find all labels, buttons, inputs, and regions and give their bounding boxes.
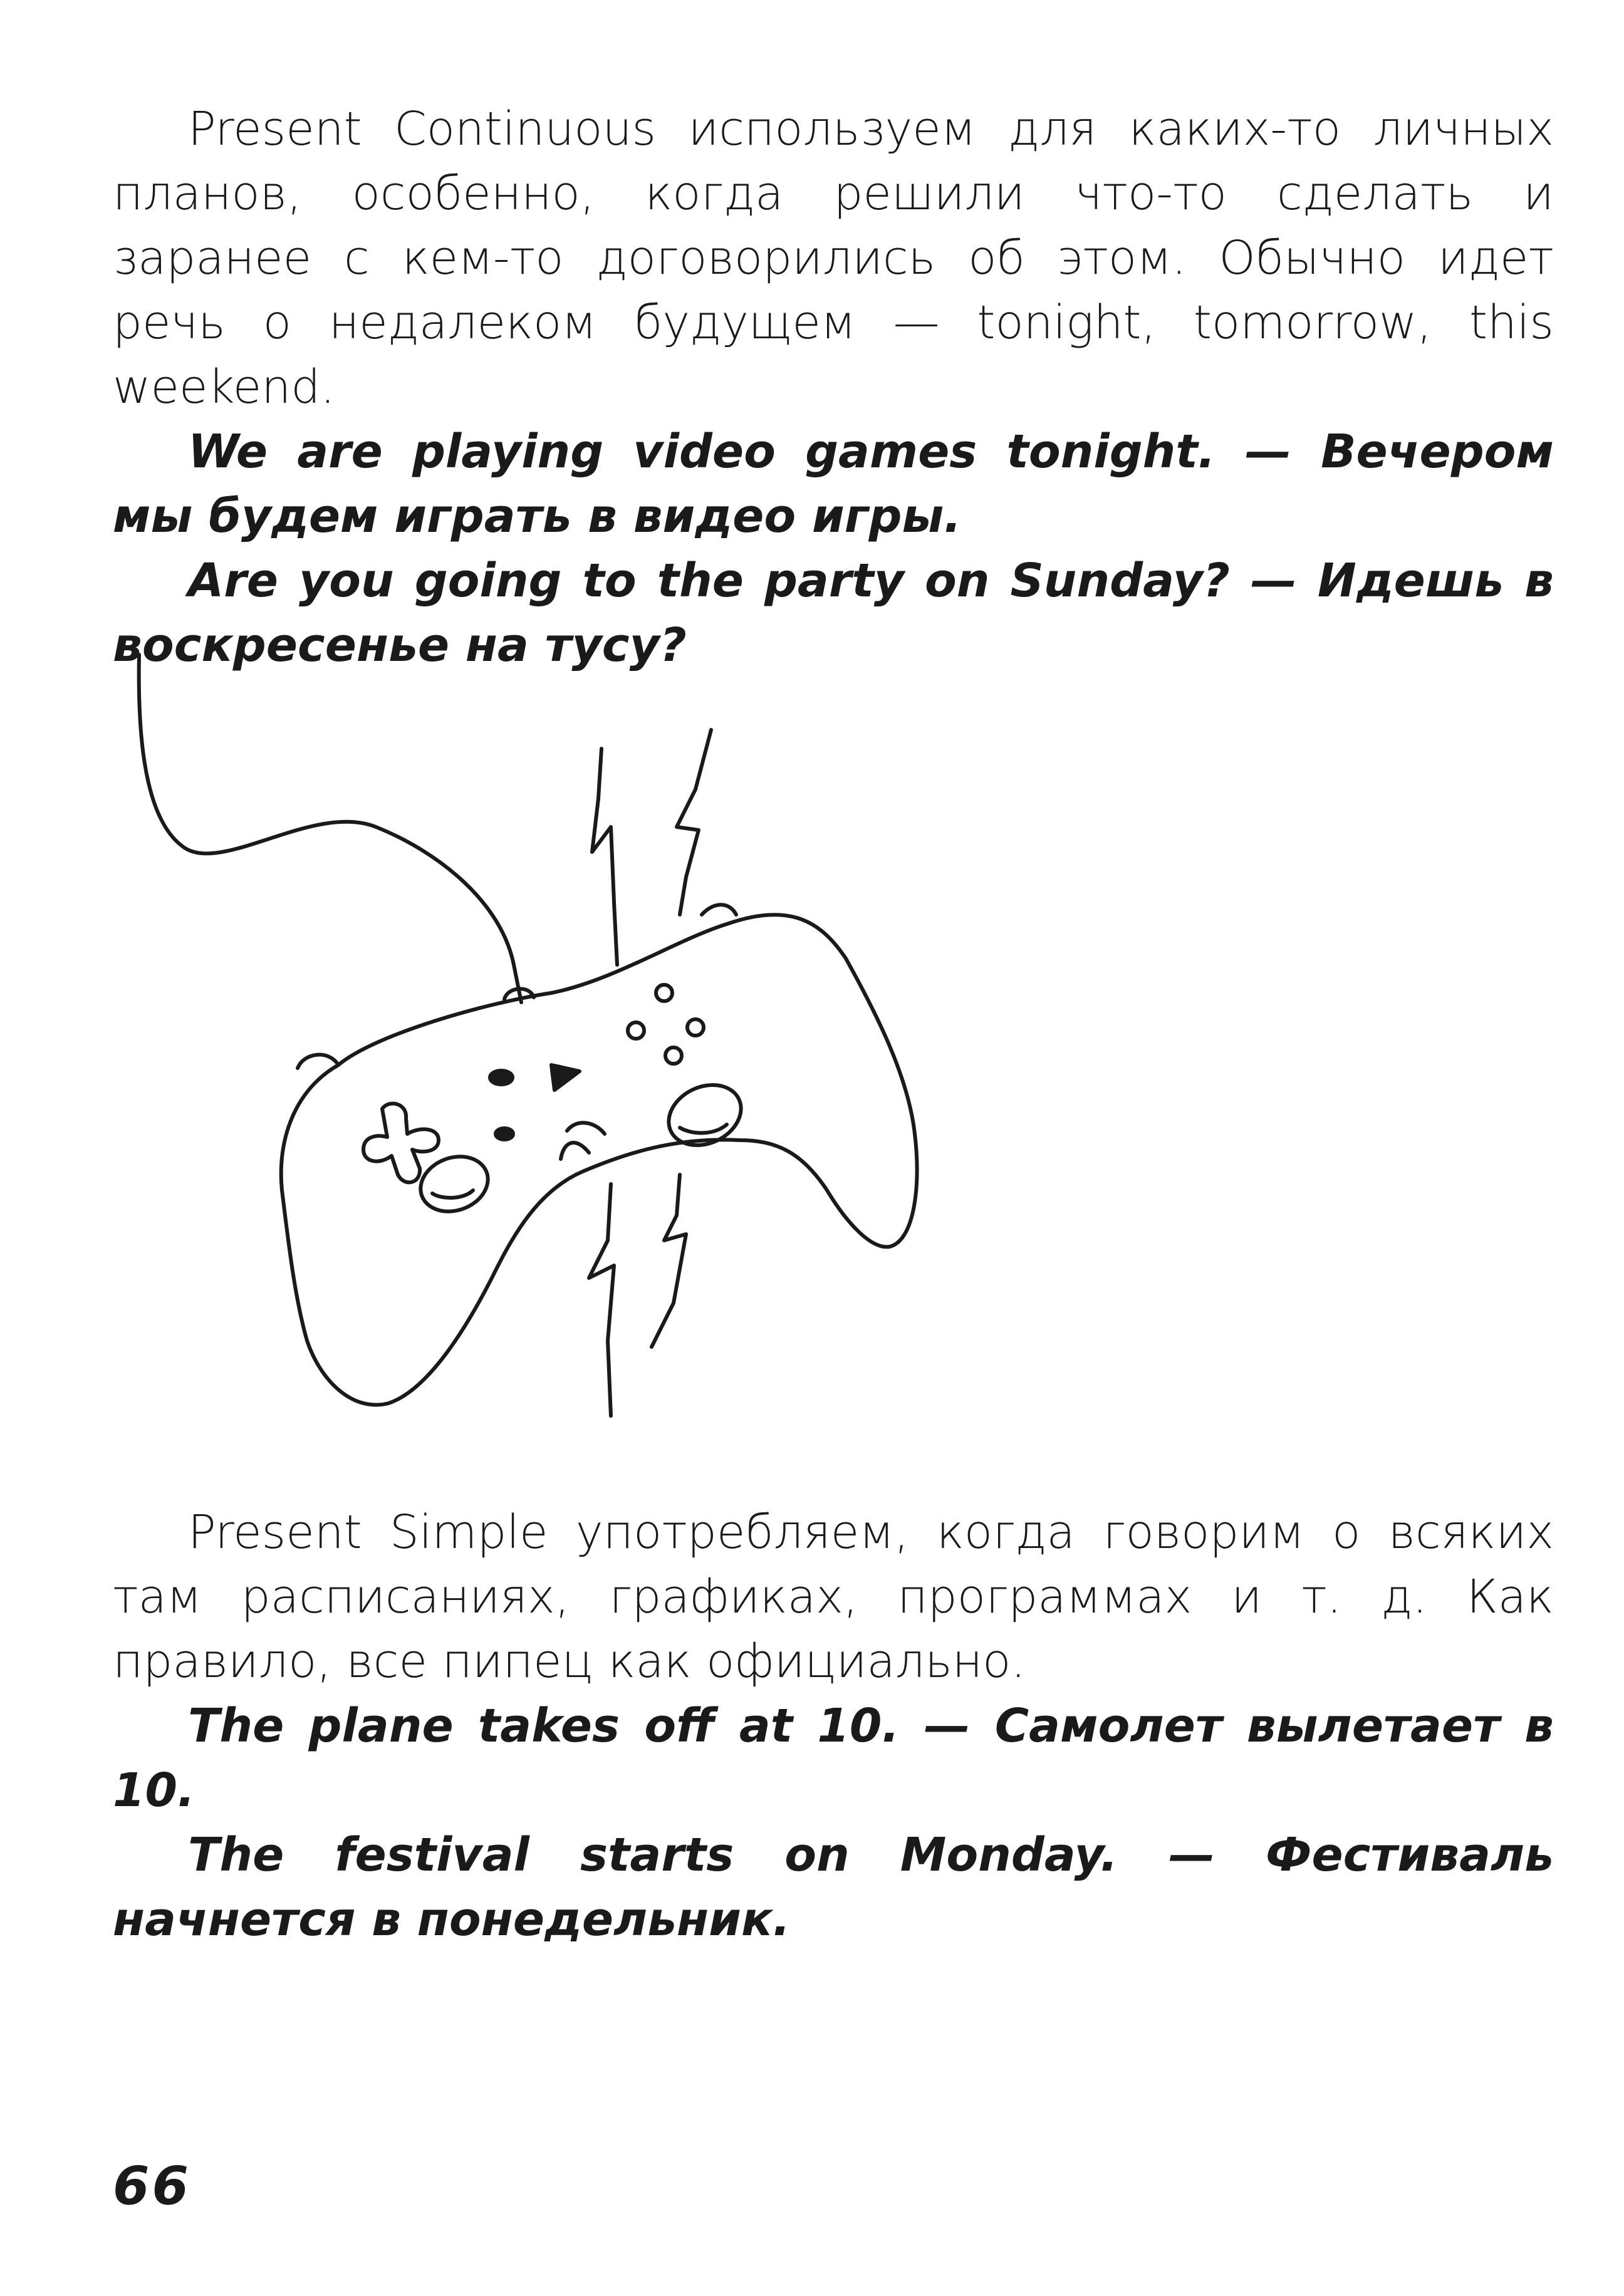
select-button — [490, 1071, 513, 1084]
start-button — [551, 1065, 580, 1090]
game-controller-illustration — [113, 639, 990, 1453]
face-button-bottom — [665, 1047, 682, 1064]
lightning-bolt-icon — [589, 1184, 614, 1416]
face-button-top — [656, 985, 672, 1001]
left-stick-icon — [413, 1148, 496, 1221]
example-video-games: We are playing video games tonight. — Вечером мы будем играть в видео игры. — [113, 425, 1554, 543]
example-plane: The plane takes off at 10. — Самолет вылетает в 10. — [113, 1699, 1554, 1817]
paragraph-present-simple: Present Simple употребляем, когда говорим о всяких там расписаниях, графиках, программах и т. д. Как правило, все пипец как официально. — [113, 1505, 1554, 1688]
controller-cable — [139, 655, 521, 1002]
section-present-simple — [113, 1500, 1554, 1952]
lightning-bolt-icon — [652, 1175, 686, 1347]
paragraph-present-continuous: Present Continuous используем для каких-то личных планов, особенно, когда решили что-то сделать и заранее с кем-то договорились об этом. Обычно идет речь о недалеком будущем — tonight, tomorrow, this weekend. — [113, 102, 1554, 414]
example-festival: The festival starts on Monday. — Фестиваль начнется в понедельник. — [113, 1828, 1554, 1946]
section-present-continuous — [113, 97, 1554, 678]
game-controller-icon — [113, 639, 990, 1453]
page-number: 66 — [113, 2155, 191, 2216]
face-button-right — [687, 1019, 704, 1036]
example-party-sunday: Are you going to the party on Sunday? — Идешь в воскресенье на тусу? — [113, 554, 1554, 672]
lightning-bolt-icon — [592, 749, 617, 965]
lightning-bolt-icon — [677, 730, 711, 915]
face-button-left — [628, 1022, 644, 1039]
